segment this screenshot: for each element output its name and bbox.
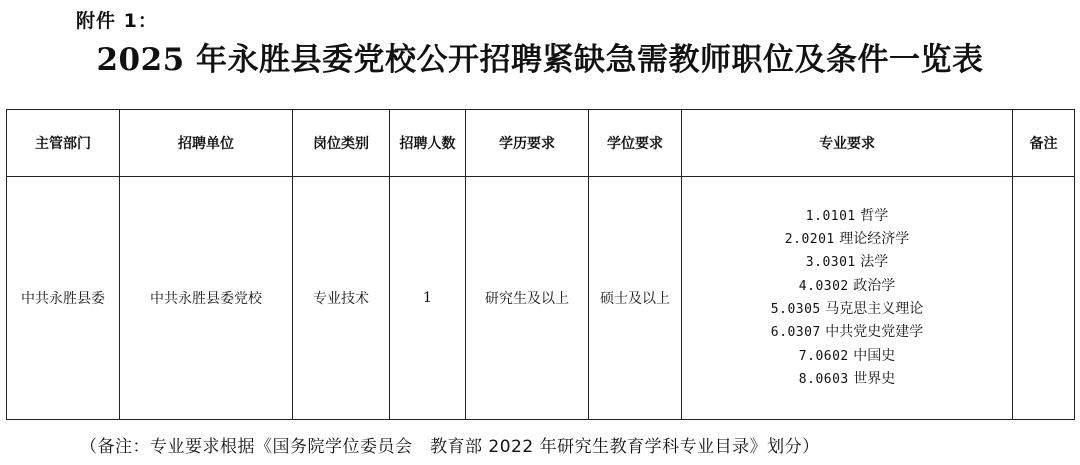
cell-category: 专业技术 <box>293 177 390 420</box>
header-education: 学历要求 <box>466 110 589 177</box>
list-item: 5.0305 马克思主义理论 <box>770 301 924 317</box>
list-item: 8.0603 世界史 <box>798 370 896 387</box>
cell-education: 研究生及以上 <box>466 177 589 420</box>
table-header-row <box>7 110 1075 177</box>
list-item: 1.0101 哲学 <box>805 207 889 224</box>
header-major: 专业要求 <box>682 110 1013 177</box>
major-list <box>682 205 1012 391</box>
cell-department: 中共永胜县委 <box>7 177 120 420</box>
cell-unit: 中共永胜县委党校 <box>120 177 293 420</box>
header-department: 主管部门 <box>7 110 120 177</box>
header-unit: 招聘单位 <box>120 110 293 177</box>
list-item: 7.0602 中国史 <box>798 347 896 364</box>
header-category: 岗位类别 <box>293 110 390 177</box>
page-title: 2025 年永胜县委党校公开招聘紧缺急需教师职位及条件一览表 <box>96 42 984 78</box>
cell-major <box>682 177 1013 420</box>
header-degree: 学位要求 <box>589 110 682 177</box>
cell-remarks <box>1013 177 1075 420</box>
list-item: 2.0201 理论经济学 <box>784 231 910 248</box>
recruitment-table <box>6 109 1075 420</box>
list-item: 4.0302 政治学 <box>798 277 896 294</box>
cell-degree: 硕士及以上 <box>589 177 682 420</box>
footnote: （备注：专业要求根据《国务院学位委员会 教育部 2022 年研究生教育学科专业目录》划分） <box>80 437 820 457</box>
list-item: 6.0307 中共党史党建学 <box>770 324 924 341</box>
header-count: 招聘人数 <box>390 110 466 177</box>
header-remarks: 备注 <box>1013 110 1075 177</box>
attachment-label: 附件 1： <box>76 10 158 32</box>
cell-count: 1 <box>390 177 466 420</box>
list-item: 3.0301 法学 <box>805 254 889 271</box>
table-row <box>7 177 1075 420</box>
